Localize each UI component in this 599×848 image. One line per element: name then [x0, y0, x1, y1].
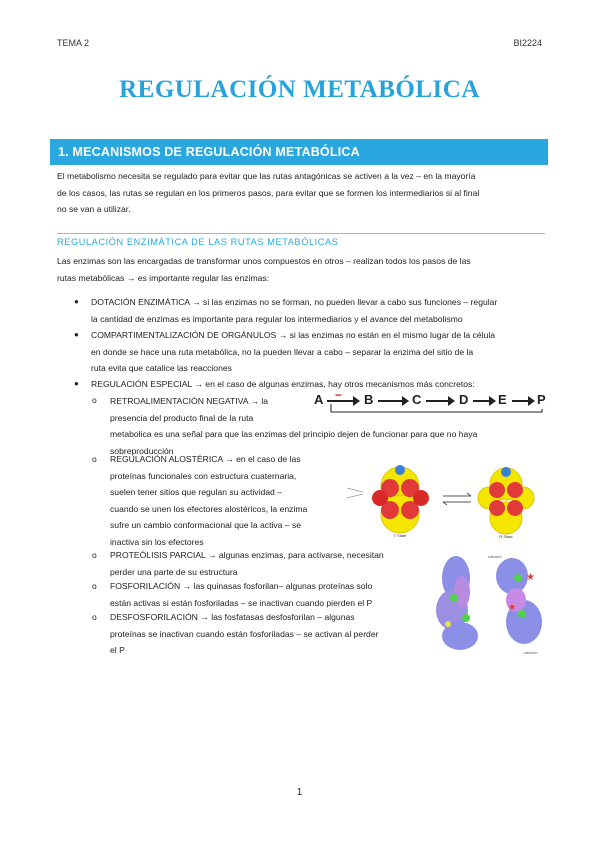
bullet-line: la cantidad de enzimas es importante para regular los intermediarios y el avance del metabolismo: [91, 313, 463, 324]
sub-bullet-retroalimentacion-head: [110, 393, 302, 426]
sub-bullet-line: FOSFORILACIÓN → las quinasas fosforilan– algunas proteínas solo: [110, 581, 373, 591]
sub-bullet-icon: o: [92, 454, 97, 464]
bullet-icon: ●: [74, 330, 79, 339]
allosteric-enzyme-figure: [343, 458, 548, 540]
sub-bullet-alosterica: [110, 451, 334, 551]
sub-bullet-line: el P: [110, 645, 125, 656]
enzymes-intro-paragraph: [57, 253, 545, 286]
intro-line: no se van a utilizar.: [57, 204, 131, 215]
pathway-letter: P: [537, 392, 546, 407]
r-state-label: R State: [499, 534, 513, 539]
feedback-pathway-diagram: [313, 388, 548, 410]
sub-bullet-proteolisis: [110, 547, 424, 580]
sub-bullet-icon: o: [92, 581, 97, 591]
bullet-line: DOTACIÓN ENZIMÁTICA → si las enzimas no se forman, no pueden llevar a cabo sus funciones – regular: [91, 297, 498, 307]
bullet-line: en donde se hace una ruta metabólica, no la pueden llevar a cabo – separar la enzima del sitio de la: [91, 346, 474, 357]
sub-bullet-line: proteínas funcionales con estructura cuaternaria,: [110, 470, 297, 481]
page-number: 1: [296, 787, 303, 798]
protein-structure-figure: [432, 548, 550, 658]
header-course-code: BI2224: [513, 38, 542, 48]
section-heading: [50, 139, 548, 165]
page-title: REGULACIÓN METABÓLICA: [119, 76, 480, 103]
bullet-line: ruta evita que catalice las reacciones: [91, 363, 232, 374]
sub-bullet-line: PROTEÓLISIS PARCIAL → algunas enzimas, para activarse, necesitan: [110, 550, 384, 560]
protein-right: [496, 558, 542, 644]
header-tema: TEMA 2: [57, 38, 90, 48]
bullet-line: COMPARTIMENTALIZACIÓN DE ORGÁNULOS → si las enzimas no están en el mismo lugar de la célula: [91, 330, 496, 340]
sub-bullet-icon: o: [92, 612, 97, 622]
bullet-compartimentalizacion: [91, 327, 546, 377]
protein-left: [436, 556, 478, 650]
sub-bullet-icon: o: [92, 395, 97, 405]
enz-intro-line: Las enzimas son las encargadas de transformar unos compuestos en otros – realizan todos los pasos de las: [57, 256, 471, 266]
pathway-letter: B: [364, 392, 374, 407]
sub-bullet-icon: o: [92, 550, 97, 560]
sub-bullet-line: presencia del producto final de la ruta: [110, 412, 254, 423]
star-icon: ★: [508, 602, 517, 612]
pathway-letter: C: [412, 392, 422, 407]
bullet-icon: ●: [74, 297, 79, 306]
sub-bullet-fosforilacion: [110, 578, 424, 611]
bullet-dotacion: [91, 294, 546, 327]
subsection-heading: REGULACIÓN ENZIMÁTICA DE LAS RUTAS METABÓLICAS: [57, 233, 545, 247]
sub-bullet-desfosforilacion: [110, 609, 424, 659]
feedback-loop-line: [313, 392, 548, 414]
sub-bullet-line: están activas si están fosforiladas – se inactivan cuando pierden el P: [110, 597, 373, 608]
star-icon: ★: [526, 572, 535, 583]
intro-paragraph: [57, 168, 545, 218]
sub-bullet-line: sobreproducción: [110, 445, 174, 456]
bullet-icon: ●: [74, 379, 79, 388]
sub-bullet-line: metabolica es una señal para que las enzimas del principio dejen de funcionar para que no haya: [110, 429, 478, 439]
sub-bullet-line: inactiva sin los efectores: [110, 536, 204, 547]
t-state-molecule: [372, 465, 429, 533]
sub-bullet-line: DESFOSFORILACIÓN → las fosfatasas desfosforilan – algunas: [110, 612, 355, 622]
sub-bullet-line: perder una parte de su estructura: [110, 566, 238, 577]
enz-intro-line: rutas metabólicas → es importante regular las enzimas:: [57, 272, 270, 283]
calcium-label: calcium: [524, 650, 538, 655]
sub-bullet-line: cuando se unen los efectores alostéricos, la enzima: [110, 503, 308, 514]
inhibition-mark: −: [335, 388, 343, 402]
intro-line: de los casos, las rutas se regulan en los primeros pasos, para evitar que se formen los intermediarios si al final: [57, 187, 480, 198]
pathway-letter: A: [314, 392, 324, 407]
bullet-regulacion-especial: [91, 376, 546, 393]
pathway-letter: D: [459, 392, 469, 407]
section-heading-text: 1. MECANISMOS DE REGULACIÓN METABÓLICA: [58, 145, 360, 159]
calcium-label: calcium: [488, 554, 502, 559]
intro-line: El metabolismo necesita se regulado para evitar que las rutas antagónicas se activen a la vez – en la mayoría: [57, 171, 476, 181]
sub-bullet-line: [110, 393, 302, 410]
retro-line-text: RETROALIMENTACIÓN NEGATIVA → la: [110, 396, 269, 406]
sub-bullet-line: suelen tener sitios que regulan su actividad –: [110, 487, 282, 498]
sub-bullet-line: sufre un cambio conformacional que la activa – se: [110, 520, 302, 531]
pathway-letter: E: [498, 392, 507, 407]
sub-bullet-line: REGULACIÓN ALOSTÉRICA → en el caso de las: [110, 454, 301, 464]
bullet-line: REGULACIÓN ESPECIAL → en el caso de algunas enzimas, hay otros mecanismos más concretos:: [91, 379, 475, 389]
t-state-label: T State: [393, 533, 407, 538]
sub-bullet-line: proteínas se inactivan cuando están fosforiladas – se activan al perder: [110, 628, 379, 639]
r-state-molecule: [478, 467, 534, 534]
